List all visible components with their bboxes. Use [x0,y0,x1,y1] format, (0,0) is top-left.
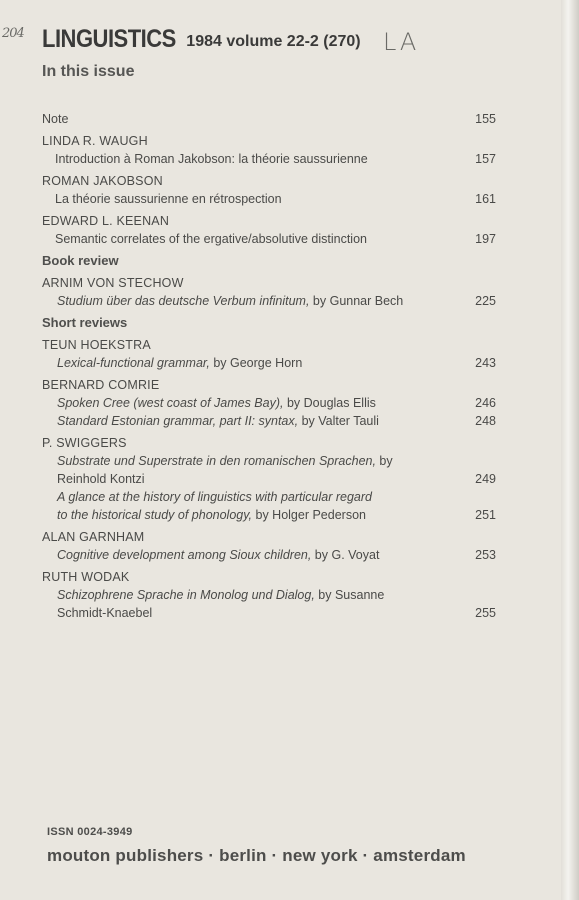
journal-title: LINGUISTICS [42,24,176,53]
toc-page-number: 197 [475,232,496,246]
toc-entry-title-text: Spoken Cree (west coast of James Bay), [57,396,284,410]
toc-entry-line [42,412,496,430]
toc-entry-title [42,472,145,486]
toc-entry-title [42,396,376,410]
toc-page-number: 248 [475,414,496,428]
toc-page-number: 155 [475,112,496,126]
toc-section-heading: Book review [42,253,119,268]
toc-entry-byline: by Susanne [314,588,385,602]
toc-entry-byline: by Holger Pederson [252,508,366,522]
toc-entry-line [42,110,496,128]
toc-page-number: 246 [475,396,496,410]
section-title: In this issue [42,63,135,80]
toc-entry-byline: by Douglas Ellis [283,396,376,410]
toc-entry-line [42,292,496,310]
toc-entry-line [42,354,496,372]
toc-entry-line [42,470,496,488]
toc-entry-line [42,230,496,248]
toc-author: TEUN HOEKSTRA [42,338,151,352]
toc-entry-line [42,586,496,604]
toc-entry-title [42,414,379,428]
toc-entry-line [42,488,496,506]
toc-entry-byline: Schmidt-Knaebel [57,606,153,620]
toc-entry-title-text: Studium über das deutsche Verbum infinitum, [57,294,310,308]
toc-entry-title-text: Standard Estonian grammar, part II: syntax, [57,414,299,428]
toc-entry-title [42,548,379,562]
toc-entry-byline: by [375,454,393,468]
toc-entry-byline: by G. Voyat [311,548,380,562]
toc-section-heading: Short reviews [42,315,128,330]
toc-entry-title-text: Schizophrene Sprache in Monolog und Dialog, [57,588,315,602]
masthead [42,26,361,52]
toc-entry-title: Note [42,112,69,126]
toc-entry-line [42,452,496,470]
toc-page-number: 225 [475,294,496,308]
toc-author: EDWARD L. KEENAN [42,214,170,228]
toc-author: RUTH WODAK [42,570,130,584]
toc-entry-title: Semantic correlates of the ergative/absolutive distinction [55,232,367,246]
toc-entry-line [42,546,496,564]
toc-entry-title [42,454,393,468]
table-of-contents [42,110,496,622]
toc-author: P. SWIGGERS [42,436,127,450]
handwritten-note-right: LA [383,28,420,56]
handwritten-note-left: 204 [2,26,24,41]
toc-entry-title-text: A glance at the history of linguistics with particular regard [57,490,372,504]
toc-entry-byline: by George Horn [209,356,303,370]
toc-entry-title [42,490,372,504]
toc-entry-title-text: Substrate und Superstrate in den romanischen Sprachen, [57,454,376,468]
toc-entry-title [42,588,384,602]
toc-author: BERNARD COMRIE [42,378,160,392]
toc-author: ALAN GARNHAM [42,530,145,544]
toc-entry-title [42,606,152,620]
issn: ISSN 0024-3949 [47,826,133,838]
toc-page-number: 243 [475,356,496,370]
toc-entry-byline: by Valter Tauli [298,414,379,428]
toc-entry-title [42,356,302,370]
toc-entry-title-text: Lexical-functional grammar, [57,356,210,370]
binding-spine [561,0,579,900]
toc-page-number: 157 [475,152,496,166]
toc-entry-byline: by Gunnar Bech [309,294,404,308]
toc-author: LINDA R. WAUGH [42,134,148,148]
toc-entry-title [42,508,366,522]
publisher-line: mouton publishers · berlin · new york · amsterdam [47,846,466,865]
toc-page-number: 253 [475,548,496,562]
toc-author: ARNIM VON STECHOW [42,276,184,290]
toc-entry-line [42,394,496,412]
toc-entry-line [42,506,496,524]
issue-info: 1984 volume 22-2 (270) [186,33,361,50]
toc-entry-line [42,190,496,208]
toc-entry-line [42,150,496,168]
toc-entry-title [42,294,403,308]
toc-entry-line [42,604,496,622]
toc-author: ROMAN JAKOBSON [42,174,163,188]
toc-entry-title: Introduction à Roman Jakobson: la théorie saussurienne [55,152,368,166]
toc-page-number: 249 [475,472,496,486]
toc-entry-title-text: Cognitive development among Sioux children, [57,548,312,562]
toc-entry-title-text: to the historical study of phonology, [57,508,253,522]
toc-entry-byline: Reinhold Kontzi [57,472,145,486]
toc-page-number: 251 [475,508,496,522]
toc-page-number: 255 [475,606,496,620]
toc-page-number: 161 [475,192,496,206]
toc-entry-title: La théorie saussurienne en rétrospection [55,192,282,206]
